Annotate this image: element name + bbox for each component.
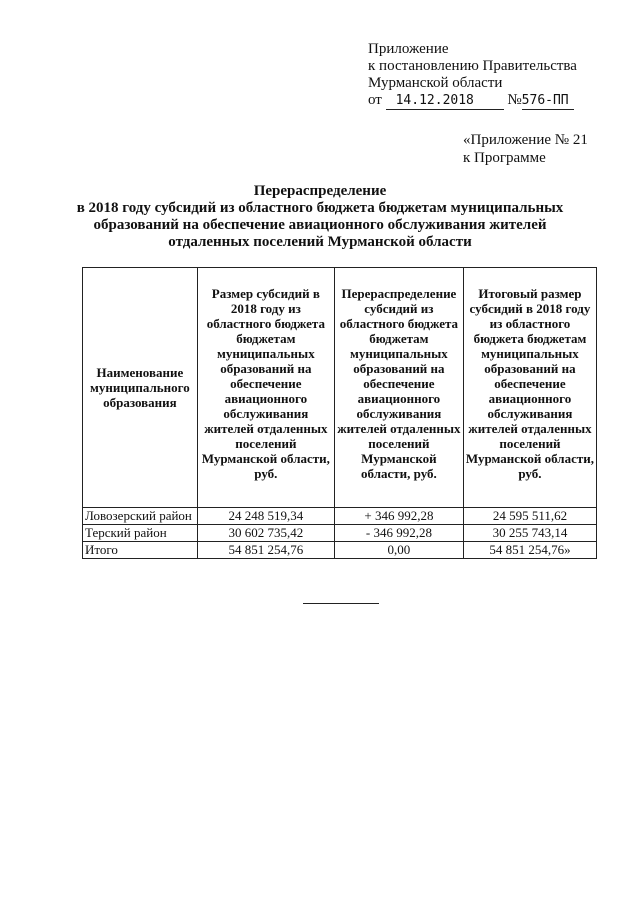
row-redistribution: + 346 992,28	[334, 508, 463, 525]
appendix-line-3: Мурманской области	[368, 75, 503, 91]
row-redistribution: - 346 992,28	[334, 525, 463, 542]
total-final-amount: 54 851 254,76»	[463, 542, 596, 559]
total-label: Итого	[83, 542, 198, 559]
from-label: от	[368, 92, 382, 108]
number-label: №	[507, 92, 522, 108]
table-total-row	[83, 542, 597, 559]
header-final-amount: Итоговый размер субсидий в 2018 году из областного бюджета бюджетам муниципальных образований на обеспечение авиационного обслуживания жителей отдаленных поселений Мурманской области, руб.	[463, 268, 596, 508]
row-municipality: Терский район	[83, 525, 198, 542]
decree-number: 576-ПП	[522, 92, 574, 110]
row-final-amount: 24 595 511,62	[463, 508, 596, 525]
title-line-1: Перераспределение	[253, 183, 387, 199]
program-reference	[463, 131, 588, 167]
subsidy-table	[82, 267, 597, 559]
appendix-date-line	[368, 92, 618, 110]
document-title	[60, 183, 580, 251]
reference-line-2: к Программе	[463, 150, 546, 166]
header-municipality: Наименование муниципального образования	[83, 268, 198, 508]
row-initial-amount: 30 602 735,42	[197, 525, 334, 542]
appendix-header	[368, 41, 618, 110]
title-line-2: в 2018 году субсидий из областного бюджета бюджетам муниципальных образований на обеспечение авиационного обслуживания жителей отдаленных поселений Мурманской области	[76, 200, 564, 250]
header-initial-amount: Размер субсидий в 2018 году из областного бюджета бюджетам муниципальных образований на обеспечение авиационного обслуживания жителей отдаленных поселений Мурманской области, руб.	[197, 268, 334, 508]
closing-divider	[303, 603, 379, 604]
row-final-amount: 30 255 743,14	[463, 525, 596, 542]
appendix-line-1: Приложение	[368, 41, 449, 57]
total-initial-amount: 54 851 254,76	[197, 542, 334, 559]
reference-line-1: «Приложение № 21	[463, 132, 588, 148]
row-municipality: Ловозерский район	[83, 508, 198, 525]
decree-date: 14.12.2018	[386, 92, 504, 110]
table-row	[83, 525, 597, 542]
header-redistribution: Перераспределение субсидий из областного бюджета бюджетам муниципальных образований на обеспечение авиационного обслуживания жителей отдаленных поселений Мурманской области, руб.	[334, 268, 463, 508]
table-row	[83, 508, 597, 525]
table-header-row	[83, 268, 597, 508]
total-redistribution: 0,00	[334, 542, 463, 559]
row-initial-amount: 24 248 519,34	[197, 508, 334, 525]
appendix-line-2: к постановлению Правительства	[368, 58, 577, 74]
